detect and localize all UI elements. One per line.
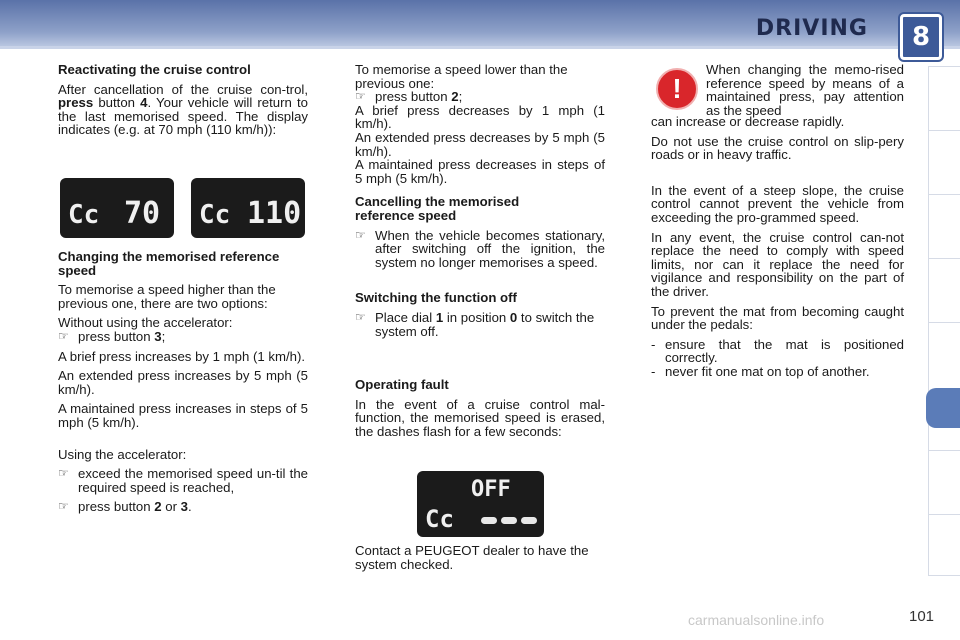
hand-pointer-icon: ☞ [355,227,366,242]
list-item: ☞ press button 3; [58,328,166,344]
list-item: ☞ Place dial 1 in position 0 to switch the system off. [355,309,595,339]
cruise-display-fault [417,471,544,537]
any-event-text: In any event, the cruise control can-not replace the need to comply with speed limits, nor can it replace the need for vigilance and responsibility on the part of the driver. [651,229,904,299]
hand-pointer-icon: ☞ [355,309,366,324]
using-accelerator: Using the accelerator: [58,446,187,462]
display-cc-label: Cc [199,200,231,230]
display-off-label: OFF [471,477,511,502]
list-item: ☞ press button 2; [355,89,463,105]
cruise-display-110 [191,178,305,238]
lower-intro: To memorise a speed lower than the previous one: [355,62,568,91]
display-cc-label: Cc [425,505,454,533]
display-dash [481,517,497,524]
tab-divider [929,258,960,259]
maintained-press-increase: A maintained press increases in steps of 5 mph (5 km/h). [58,401,308,430]
steep-slope-text: In the event of a steep slope, the cruise control cannot prevent the vehicle from exceeding the pro-grammed speed. [651,182,904,225]
heading-cancelling: Cancelling the memorised reference speed [355,194,520,223]
tab-divider [929,194,960,195]
extended-press-increase: An extended press increases by 5 mph (5 km/h). [58,368,308,397]
contact-dealer: Contact a PEUGEOT dealer to have the system checked. [355,543,589,572]
column-middle [355,63,605,444]
watermark: carmanualsonline.info [688,612,825,628]
tab-divider [929,514,960,515]
fault-text: In the event of a cruise control mal-function, the memorised speed is erased, the dashes flash for a few seconds: [355,396,605,439]
tab-divider [929,575,960,576]
chapter-number-badge: 8 [900,14,942,60]
hand-pointer-icon: ☞ [355,89,366,104]
cruise-display-70 [60,178,174,238]
brief-press-increase: A brief press increases by 1 mph (1 km/h). [58,348,305,364]
header-divider [0,46,960,49]
heading-reactivating: Reactivating the cruise control [58,62,251,77]
display-speed-value: 70 [124,196,161,231]
chapter-tabs [928,66,960,576]
hand-pointer-icon: ☞ [58,499,69,514]
slippery-roads-text: Do not use the cruise control on slip-pery roads or in heavy traffic. [651,133,904,163]
list-item: ☞ When the vehicle becomes stationary, after switching off the ignition, the system no longer memorises a speed. [355,227,605,270]
changing-intro: To memorise a speed higher than the previous one, there are two options: [58,282,276,311]
display-cc-label: Cc [68,200,100,230]
column-left [58,63,308,143]
tab-divider [929,450,960,451]
warning-icon: ! [656,68,698,110]
extended-press-decrease: An extended press decreases by 5 mph (5 km/h). [355,129,605,159]
column-right [651,115,904,379]
chapter-title: DRIVING [755,16,868,41]
warning-text: When changing the memo-rised reference speed by means of a maintained press, pay attention as the speed [706,62,904,118]
display-dash [521,517,537,524]
heading-changing: Changing the memorised reference speed [58,249,280,278]
heading-switching-off: Switching the function off [355,290,517,306]
hand-pointer-icon: ☞ [58,328,69,343]
reactivating-text: After cancellation of the cruise con-trol, press button 4. Your vehicle will return to the last memorised speed. The display indicates (e.g. at 70 mph (110 km/h)): [58,81,308,138]
mat-intro: To prevent the mat from becoming caught under the pedals: [651,303,904,333]
tab-divider [929,130,960,131]
display-speed-value: 110 [247,196,302,231]
display-dash [501,517,517,524]
warning-text-cont: can increase or decrease rapidly. [651,114,845,129]
hand-pointer-icon: ☞ [58,466,69,481]
maintained-press-decrease: A maintained press decreases in steps of 5 mph (5 km/h). [355,157,605,186]
tab-divider [929,66,960,67]
column-left-lower [58,250,308,520]
list-item: ☞ press button 2 or 3. [58,499,192,515]
active-chapter-tab [926,388,960,428]
heading-operating-fault: Operating fault [355,377,449,393]
brief-press-decrease: A brief press decreases by 1 mph (1 km/h). [355,102,605,132]
list-item: - ensure that the mat is positioned correctly. [651,336,904,366]
list-item: - never fit one mat on top of another. [651,363,870,379]
page-number: 101 [909,608,935,625]
list-item: ☞ exceed the memorised speed un-til the required speed is reached, [58,466,308,495]
tab-divider [929,322,960,323]
without-accelerator: Without using the accelerator: [58,315,233,331]
